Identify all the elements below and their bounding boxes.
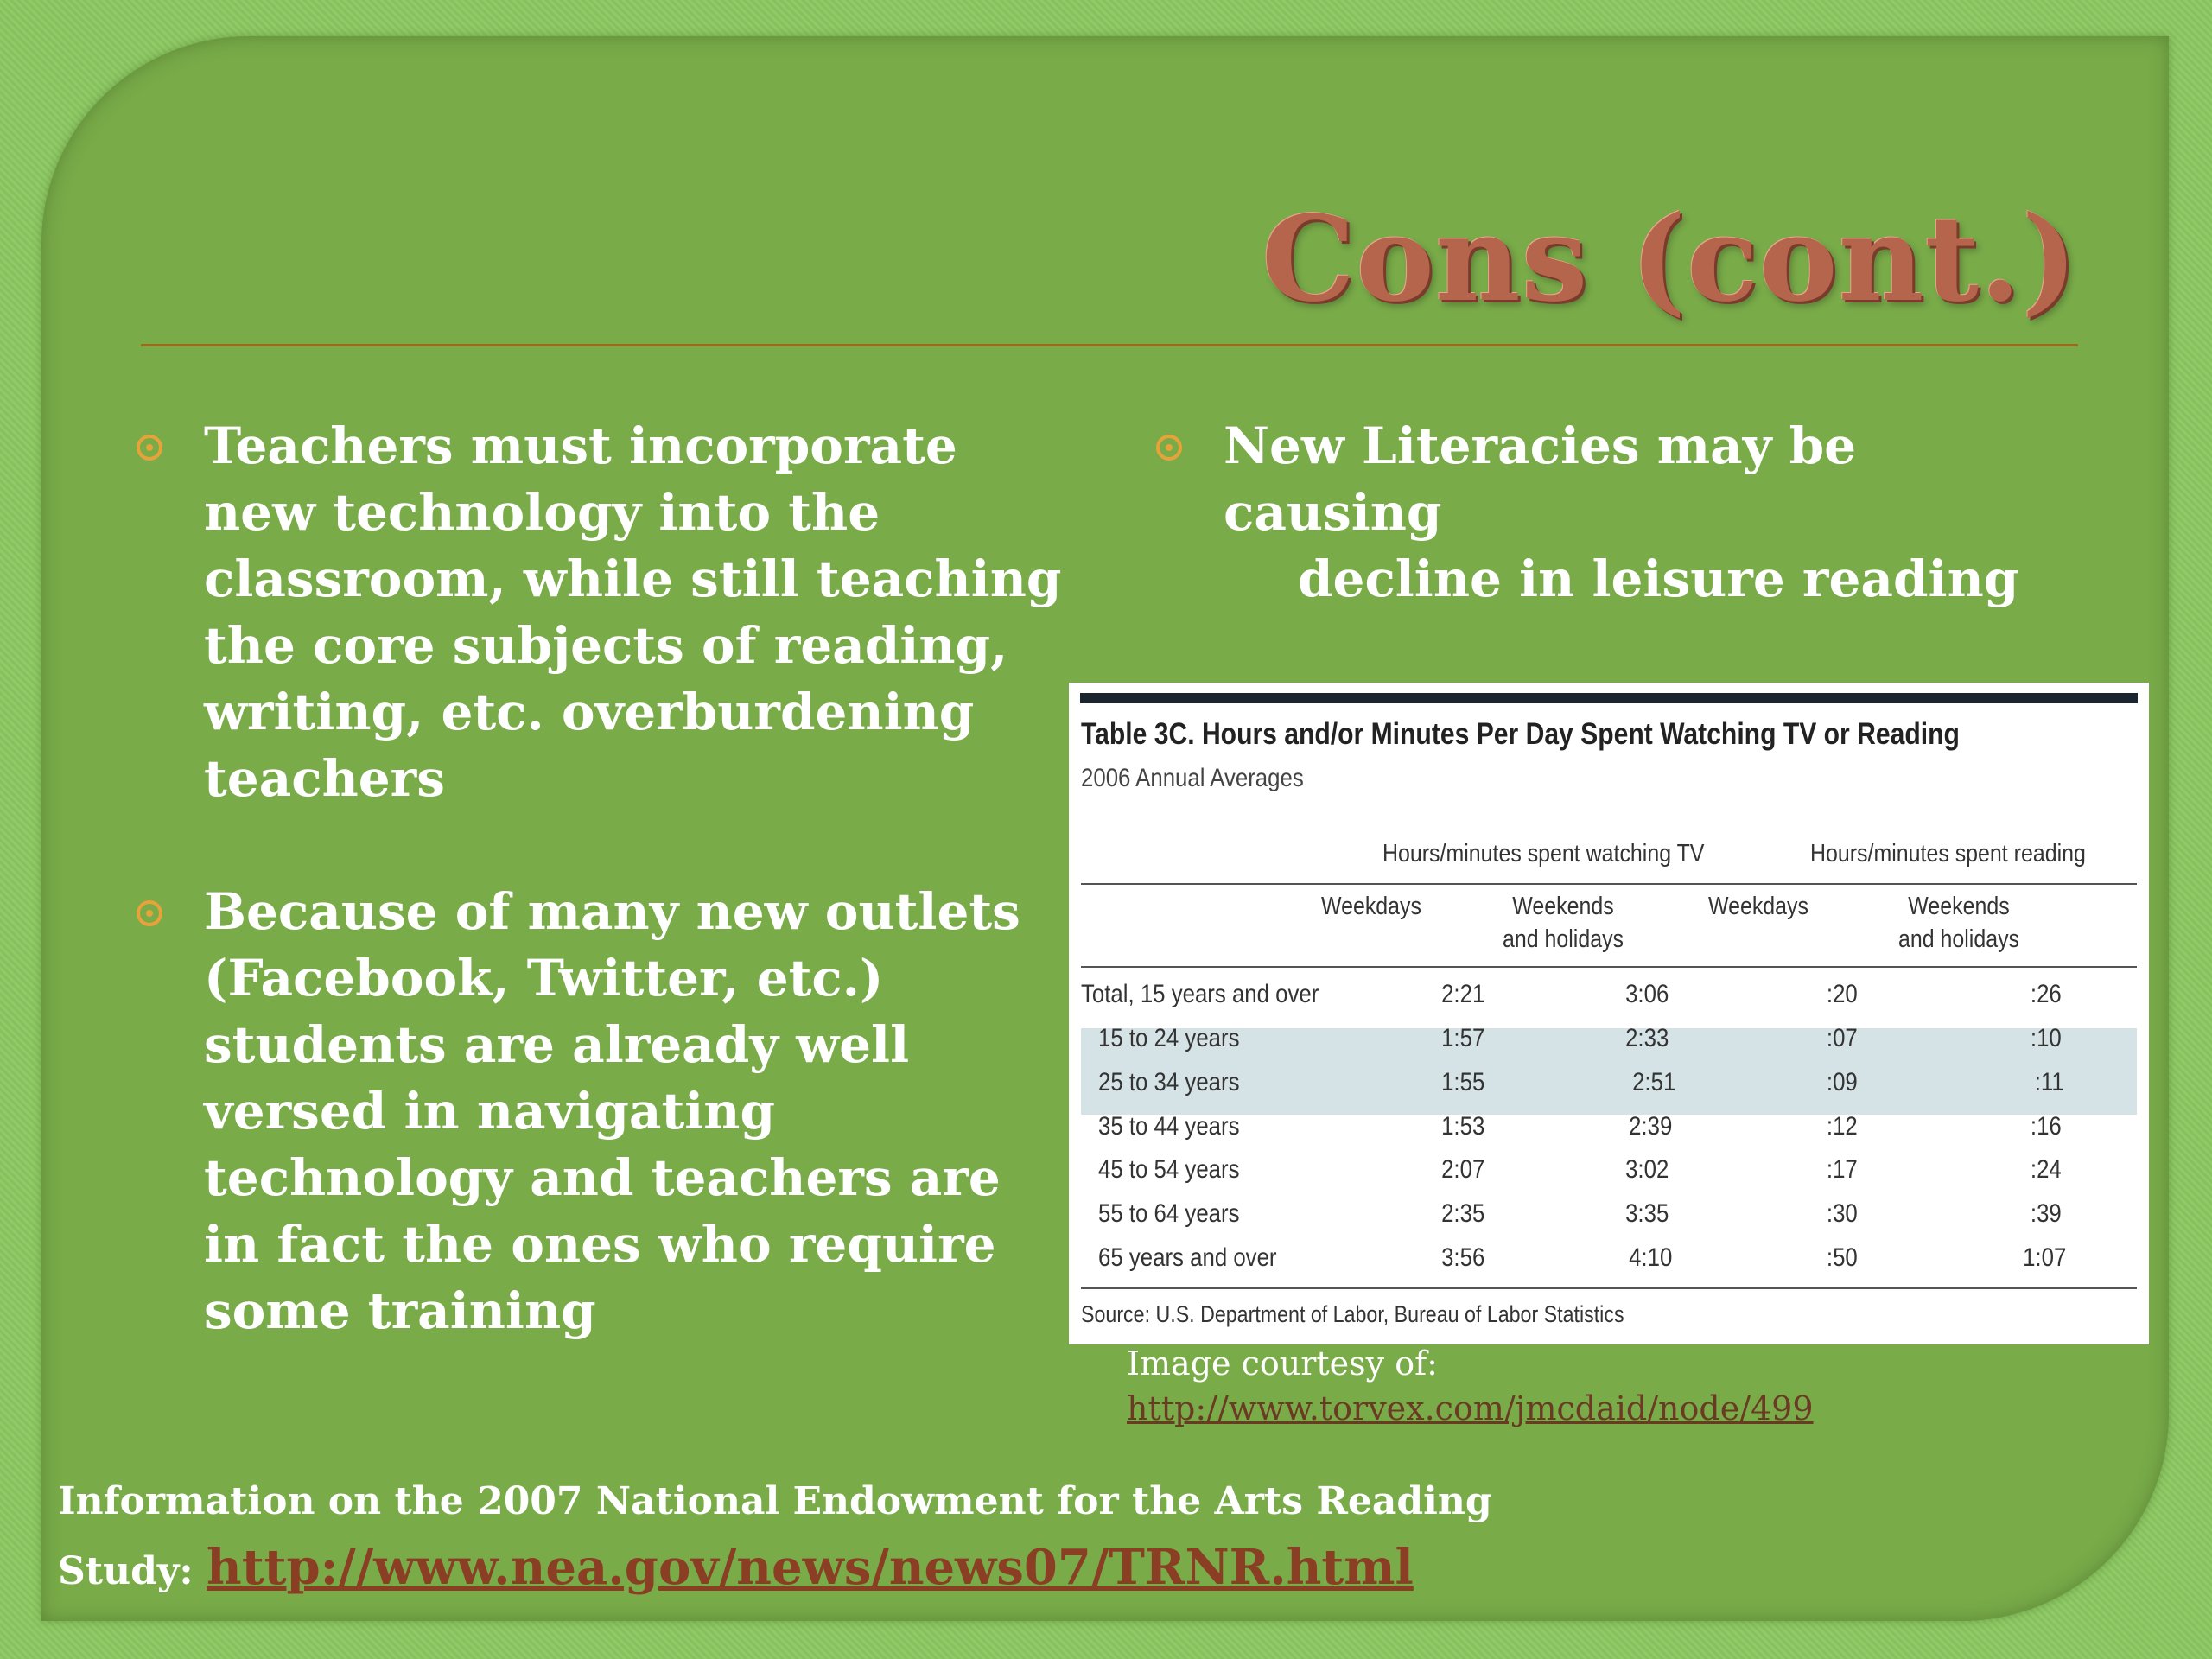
footer-note xyxy=(58,1469,1492,1605)
footer-line2 xyxy=(58,1535,1492,1605)
reading-weekends-cell: :16 xyxy=(2030,1112,2062,1141)
table-title: Table 3C. Hours and/or Minutes Per Day Spent Watching TV or Reading xyxy=(1081,717,1960,751)
tv-weekends-cell: 3:06 xyxy=(1625,980,1669,1008)
circle-bullet-icon xyxy=(137,900,162,926)
reading-weekends-cell: :39 xyxy=(2030,1199,2062,1228)
table-row xyxy=(1069,1019,2149,1062)
reading-weekends-cell: :26 xyxy=(2030,980,2062,1008)
row-label: 35 to 44 years xyxy=(1098,1112,1240,1141)
title-divider xyxy=(141,344,2078,346)
table-row xyxy=(1069,1150,2149,1193)
col-header-reading-weekends xyxy=(1847,890,2070,956)
table-row xyxy=(1069,1107,2149,1150)
reading-weekdays-cell: :30 xyxy=(1826,1199,1858,1228)
footer-prefix: Study: xyxy=(58,1549,194,1593)
col-header-reading-weekdays xyxy=(1655,890,1863,923)
reading-weekdays-cell: :20 xyxy=(1826,980,1858,1008)
bullet-teachers-burden xyxy=(204,413,1068,812)
tv-weekends-cell: 4:10 xyxy=(1629,1243,1673,1272)
courtesy-label: Image courtesy of: xyxy=(1127,1344,1438,1382)
reading-weekdays-cell: :17 xyxy=(1826,1155,1858,1184)
tv-weekdays-cell: 2:07 xyxy=(1441,1155,1485,1184)
row-label: 25 to 34 years xyxy=(1098,1068,1240,1096)
table-source: Source: U.S. Department of Labor, Bureau of Labor Statistics xyxy=(1081,1301,1624,1327)
table-row xyxy=(1069,1238,2149,1281)
bullet-leisure-reading xyxy=(1224,413,2088,613)
bullet-text-line2: decline in leisure reading xyxy=(1298,550,2019,608)
tv-reading-table-image xyxy=(1069,683,2149,1344)
reading-weekdays-cell: :07 xyxy=(1826,1024,1858,1052)
left-bullet-list xyxy=(204,413,1068,1411)
tv-weekdays-cell: 2:35 xyxy=(1441,1199,1485,1228)
table-row xyxy=(1069,975,2149,1018)
row-label: 65 years and over xyxy=(1098,1243,1277,1272)
bullet-text: Because of many new outlets (Facebook, Twitter, etc.) students are already well versed in navigating technology and teachers are in fact the ones who require some training xyxy=(204,882,1020,1340)
group-header-reading: Hours/minutes spent reading xyxy=(1810,840,2086,868)
col-header-text: and holidays xyxy=(1502,925,1624,953)
bullet-text-line1: New Literacies may be causing xyxy=(1224,416,1857,542)
slide-title: Cons (cont.) xyxy=(1261,190,2078,328)
tv-weekends-cell: 2:33 xyxy=(1625,1024,1669,1052)
col-header-text: and holidays xyxy=(1897,925,2020,953)
reading-weekdays-cell: :50 xyxy=(1826,1243,1858,1272)
group-header-tv: Hours/minutes spent watching TV xyxy=(1382,840,1705,868)
footer-line1: Information on the 2007 National Endowment for the Arts Reading xyxy=(58,1479,1492,1523)
reading-weekends-cell: :11 xyxy=(2034,1068,2064,1096)
col-header-text: Weekends xyxy=(1908,893,2010,920)
column-header-rule xyxy=(1081,966,2137,968)
footer-rule xyxy=(1081,1287,2137,1289)
courtesy-link[interactable]: http://www.torvex.com/jmcdaid/node/499 xyxy=(1127,1389,1814,1427)
tv-weekends-cell: 3:35 xyxy=(1625,1199,1669,1228)
tv-weekends-cell: 2:51 xyxy=(1632,1068,1676,1096)
tv-weekends-cell: 3:02 xyxy=(1625,1155,1669,1184)
row-label: 15 to 24 years xyxy=(1098,1024,1240,1052)
col-header-text: Weekdays xyxy=(1321,893,1421,920)
image-courtesy xyxy=(1127,1341,1814,1431)
table-row xyxy=(1069,1194,2149,1237)
bullet-students-versed xyxy=(204,879,1068,1344)
col-header-text: Weekends xyxy=(1512,893,1614,920)
row-label: Total, 15 years and over xyxy=(1081,980,1319,1008)
col-header-text: Weekdays xyxy=(1708,893,1808,920)
tv-weekdays-cell: 3:56 xyxy=(1441,1243,1485,1272)
tv-weekdays-cell: 1:55 xyxy=(1441,1068,1485,1096)
reading-weekends-cell: 1:07 xyxy=(2023,1243,2067,1272)
reading-weekdays-cell: :12 xyxy=(1826,1112,1858,1141)
table-top-bar xyxy=(1080,693,2138,703)
bullet-text: Teachers must incorporate new technology into the classroom, while still teaching the core subjects of reading, writing, etc. overburdening teachers xyxy=(204,416,1062,808)
tv-weekdays-cell: 1:53 xyxy=(1441,1112,1485,1141)
circle-bullet-icon xyxy=(137,435,162,461)
tv-weekdays-cell: 2:21 xyxy=(1441,980,1485,1008)
tv-weekdays-cell: 1:57 xyxy=(1441,1024,1485,1052)
header-rule xyxy=(1081,883,2137,885)
col-header-tv-weekends xyxy=(1459,890,1668,956)
row-label: 55 to 64 years xyxy=(1098,1199,1240,1228)
nea-study-link[interactable]: http://www.nea.gov/news/news07/TRNR.html xyxy=(207,1539,1414,1596)
circle-bullet-icon xyxy=(1156,435,1182,461)
tv-weekends-cell: 2:39 xyxy=(1629,1112,1673,1141)
reading-weekdays-cell: :09 xyxy=(1826,1068,1858,1096)
col-header-tv-weekdays xyxy=(1268,890,1476,923)
right-bullet-list xyxy=(1224,413,2088,613)
table-subtitle: 2006 Annual Averages xyxy=(1081,764,1304,792)
row-label: 45 to 54 years xyxy=(1098,1155,1240,1184)
table-row xyxy=(1069,1063,2149,1106)
reading-weekends-cell: :10 xyxy=(2030,1024,2062,1052)
reading-weekends-cell: :24 xyxy=(2030,1155,2062,1184)
